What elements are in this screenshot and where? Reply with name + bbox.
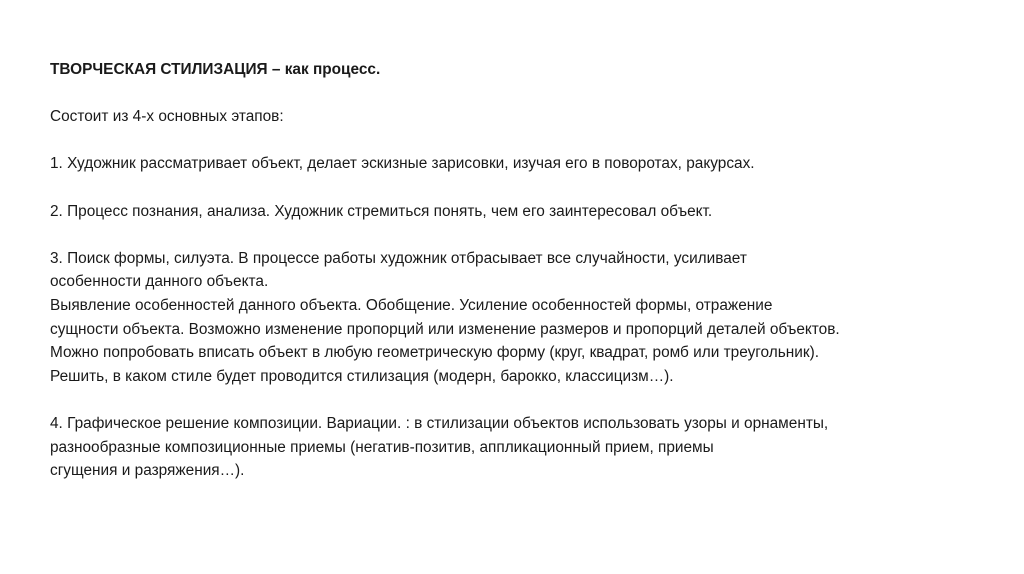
step-4-line-2: разнообразные композиционные приемы (негатив-позитив, аппликационный прием, приемы xyxy=(50,438,714,456)
step-3-line-3: Выявление особенностей данного объекта. Обобщение. Усиление особенностей формы, отражение xyxy=(50,296,773,314)
step-4-line-1: 4. Графическое решение композиции. Вариации. : в стилизации объектов использовать узоры и орнаменты, xyxy=(50,414,829,432)
slide-content xyxy=(50,58,1010,483)
spacer xyxy=(50,176,1010,200)
intro-text: Состоит из 4-х основных этапов: xyxy=(50,108,284,126)
spacer xyxy=(50,82,1010,106)
step-4-line-3: сгущения и разряжения…). xyxy=(50,462,245,480)
step-3-line-4: сущности объекта. Возможно изменение пропорций или изменение размеров и пропорций деталей объектов. xyxy=(50,320,840,338)
step-3-line-5: Можно попробовать вписать объект в любую геометрическую форму (круг, квадрат, ромб или треугольник). xyxy=(50,344,820,362)
step-2-text: 2. Процесс познания, анализа. Художник стремиться понять, чем его заинтересовал объект. xyxy=(50,202,713,220)
step-3-line-2: особенности данного объекта. xyxy=(50,273,269,291)
spacer xyxy=(50,223,1010,247)
step-1-text: 1. Художник рассматривает объект, делает эскизные зарисовки, изучая его в поворотах, ракурсах. xyxy=(50,155,755,173)
slide-title: ТВОРЧЕСКАЯ СТИЛИЗАЦИЯ – как процесс. xyxy=(50,61,381,78)
step-3-line-1: 3. Поиск формы, силуэта. В процессе работы художник отбрасывает все случайности, усиливает xyxy=(50,249,747,267)
step-3-line-6: Решить, в каком стиле будет проводится стилизация (модерн, барокко, классицизм…). xyxy=(50,367,674,385)
spacer xyxy=(50,129,1010,153)
spacer xyxy=(50,388,1010,412)
